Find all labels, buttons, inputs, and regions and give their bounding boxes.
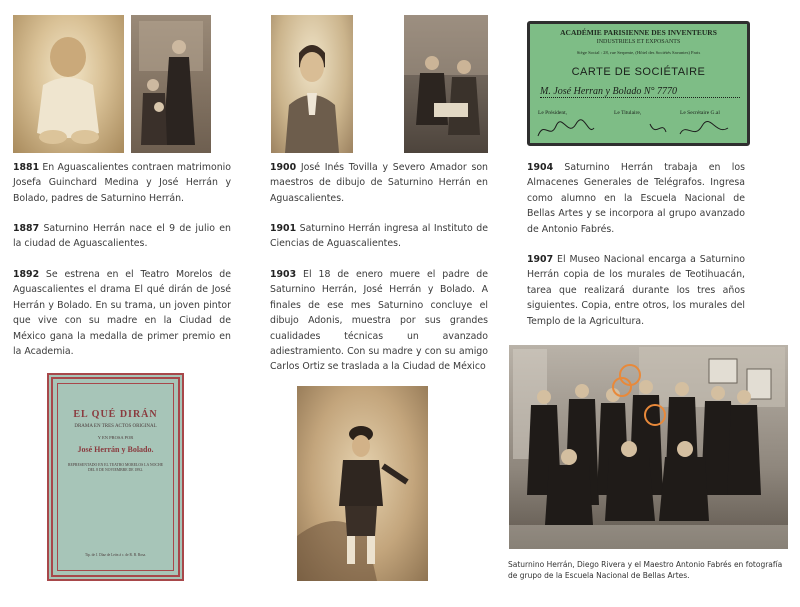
- playbill-author: José Herrán y Bolado.: [77, 445, 154, 454]
- entry-1892: [13, 267, 231, 359]
- boy-costume-photo: [297, 386, 428, 581]
- year-1900: 1900: [270, 162, 297, 173]
- entry-1907: [527, 252, 745, 329]
- baby-photo: [13, 15, 124, 153]
- entry-1887: [13, 221, 231, 252]
- playbill-note: REPRESENTADO EN EL TEATRO MORELOS LA NOCHE DEL 8 DE NOVIEMBRE DE 1892.: [67, 463, 164, 472]
- playbill-subtitle: DRAMA EN TRES ACTOS ORIGINAL: [74, 424, 157, 429]
- card-secretary: Le Secrétaire G.al: [680, 110, 720, 116]
- text-1881: En Aguascalientes contraen matrimonio Josefa Guinchard Medina y José Herrán y Bolado, padres de Saturnino Herrán.: [13, 162, 231, 204]
- year-1901: 1901: [270, 223, 297, 234]
- text-1904: Saturnino Herrán trabaja en los Almacenes Generales de Telégrafos. Ingresa como alumno en la Escuela Nacional de Bellas Artes y se incorpora al grupo avanzado de Antonio Fabrés.: [527, 162, 745, 235]
- group-photo-caption: Saturnino Herrán, Diego Rivera y el Maestro Antonio Fabrés en fotografía de grupo de la Escuela Nacional de Bellas Artes.: [508, 560, 783, 580]
- entry-1900: [270, 160, 488, 206]
- year-1903: 1903: [270, 269, 297, 280]
- entry-1904: [527, 160, 745, 237]
- teachers-photo: [404, 15, 488, 153]
- text-1892: Se estrena en el Teatro Morelos de Aguascalientes el drama El qué dirán de José Herrán y Bolado. En su trama, un joven pintor que vive con su madre en la Ciudad de México gana la medalla de primer premio en la Academia.: [13, 269, 231, 358]
- card-titulaire: Le Titulaire,: [614, 110, 642, 116]
- group-photo: [509, 345, 788, 549]
- card-subtitle: INDUSTRIELS ET EXPOSANTS: [596, 39, 681, 45]
- text-1900: José Inés Tovilla y Severo Amador son maestros de dibujo de Saturnino Herrán en Aguascalientes.: [270, 162, 489, 204]
- year-1892: 1892: [13, 269, 40, 280]
- text-1907: El Museo Nacional encarga a Saturnino Herrán copia de los murales de Teotihuacán, tarea que realizará durante los tres años siguientes. Copia, entre otros, los murales del Templo de la Agricultura.: [527, 254, 746, 327]
- membership-card: [527, 21, 750, 146]
- year-1887: 1887: [13, 223, 40, 234]
- card-signatures: [530, 116, 747, 144]
- card-president: Le Président,: [538, 110, 568, 116]
- playbill-cover: [47, 373, 184, 581]
- entry-1903: [270, 267, 488, 375]
- year-1904: 1904: [527, 162, 554, 173]
- entry-1901: [270, 221, 488, 252]
- card-academy: ACADÉMIE PARISIENNE DES INVENTEURS: [560, 28, 717, 37]
- playbill-title: EL QUÉ DIRÁN: [73, 409, 158, 420]
- playbill-by: Y EN PROSA POR: [97, 435, 134, 440]
- parents-photo: [131, 15, 211, 153]
- card-member-line: M. José Herran y Bolado N° 7770: [540, 86, 740, 98]
- entry-1881: [13, 160, 231, 206]
- text-1901: Saturnino Herrán ingresa al Instituto de Ciencias de Aguascalientes.: [270, 223, 489, 250]
- playbill-imprint: Tip. de J. Díaz de León á c. de R. B. Rosa.: [84, 553, 147, 557]
- youth-portrait-photo: [271, 15, 353, 153]
- text-1903: El 18 de enero muere el padre de Saturnino Herrán, José Herrán y Bolado. A finales de ese mes Saturnino concluye el dibujo Adonis, muestra por sus grandes cualidades técnicas un avanzado adiestramiento. Con su madre y con su amigo Carlos Ortiz se traslada a la Ciudad de México: [270, 269, 488, 373]
- card-address: Siège Social : 28, rue Serpente, (Hôtel des Sociétés Savantes) Paris: [576, 50, 701, 55]
- card-title: CARTE DE SOCIÉTAIRE: [571, 66, 706, 78]
- year-1907: 1907: [527, 254, 554, 265]
- year-1881: 1881: [13, 162, 40, 173]
- text-1887: Saturnino Herrán nace el 9 de julio en la ciudad de Aguascalientes.: [13, 223, 231, 250]
